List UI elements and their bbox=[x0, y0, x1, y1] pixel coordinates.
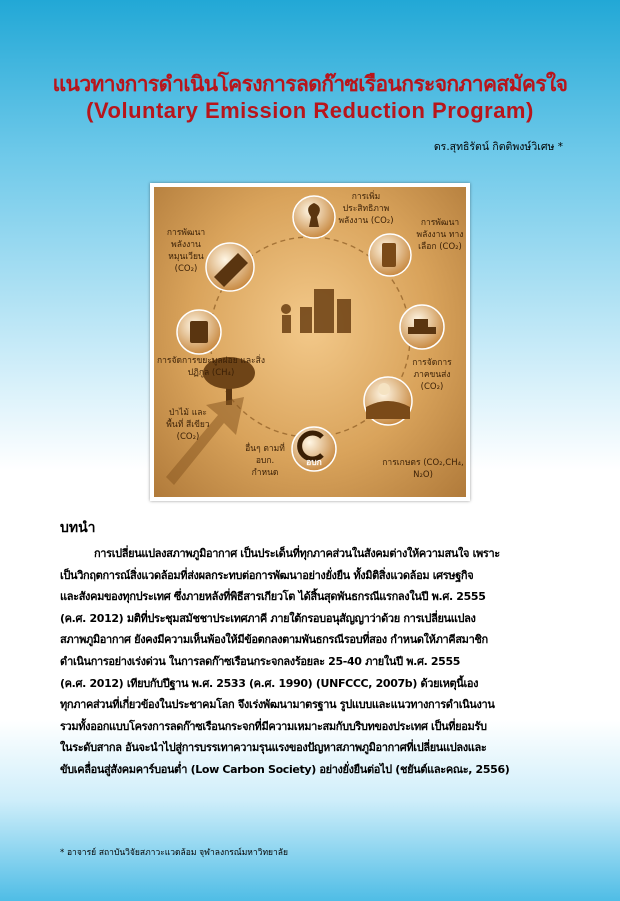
label-transport: การจัดการ ภาคขนส่ง (CO₂) bbox=[412, 358, 452, 392]
paragraph-line: สภาพภูมิอากาศ ยังคงมีความเห็นพ้องให้มีข้อตกลงตามพันธกรณีรอบที่สอง กำหนดให้ภาคีสมาชิก bbox=[60, 633, 488, 647]
paragraph-line: การเปลี่ยนแปลงสภาพภูมิอากาศ เป็นประเด็นที่ทุกภาคส่วนในสังคมต่างให้ความสนใจ เพราะ bbox=[94, 547, 500, 560]
label-other: อื่นๆ ตามที่ อบก. กำหนด bbox=[245, 444, 285, 478]
bubble-transport bbox=[400, 305, 444, 349]
paragraph-line: ทุกภาคส่วนที่เกี่ยวข้องในประชาคมโลก จึงเร่งพัฒนามาตรฐาน รูปแบบและแนวทางการดำเนินงาน bbox=[60, 698, 495, 712]
label-waste: การจัดการขยะมูลฝอย และสิ่งปฏิกูล (CH₄) bbox=[157, 356, 265, 378]
illustration-figure bbox=[150, 183, 470, 501]
label-renewable: การพัฒนา พลังงาน หมุนเวียน (CO₂) bbox=[166, 228, 206, 274]
section-heading: บทนำ bbox=[60, 520, 96, 536]
body-paragraph bbox=[60, 543, 570, 781]
label-ounpo: อบก bbox=[306, 458, 322, 468]
title-english: (Voluntary Emission Reduction Program) bbox=[86, 98, 534, 123]
paragraph-line: (ค.ศ. 2012) มติที่ประชุมสมัชชาประเทศภาคี ภายใต้กรอบอนุสัญญาว่าด้วย การเปลี่ยนแปลง bbox=[60, 611, 476, 625]
title-thai: แนวทางการดำเนินโครงการลดก๊าซเรือนกระจกภาคสมัครใจ bbox=[52, 72, 568, 96]
paragraph-line: รวมทั้งออกแบบโครงการลดก๊าซเรือนกระจกที่มีความเหมาะสมกับบริบทของประเทศ เป็นที่ยอมรับ bbox=[60, 719, 487, 733]
bubble-alt-energy bbox=[369, 234, 411, 276]
paragraph-line: ดำเนินการอย่างเร่งด่วน ในการลดก๊าซเรือนกระจกลงร้อยละ 25-40 ภายในปี พ.ศ. 2555 bbox=[60, 654, 461, 668]
paragraph-line: และสังคมของทุกประเทศ ซึ่งภายหลังที่พิธีสารเกียวโต ได้สิ้นสุดพันธกรณีแรกลงในปี พ.ศ. 2555 bbox=[60, 590, 486, 604]
label-alt-energy: การพัฒนา พลังงาน ทางเลือก (CO₂) bbox=[416, 218, 464, 252]
paragraph-line: ขับเคลื่อนสู่สังคมคาร์บอนต่ำ (Low Carbon Society) อย่างยั่งยืนต่อไป (ชยันต์และคณะ, 2556) bbox=[60, 762, 510, 776]
footnote: * อาจารย์ สถาบันวิจัยสภาวะแวดล้อม จุฬาลงกรณ์มหาวิทยาลัย bbox=[60, 848, 288, 858]
bubble-renewable bbox=[206, 243, 254, 291]
bubble-efficiency bbox=[293, 196, 335, 238]
author: ดร.สุทธิรัตน์ กิตติพงษ์วิเศษ * bbox=[433, 141, 563, 153]
paragraph-line: เป็นวิกฤตการณ์สิ่งแวดล้อมที่ส่งผลกระทบต่อการพัฒนาอย่างยั่งยืน ทั้งมิติสิ่งแวดล้อม เศรษฐกิจ bbox=[60, 568, 474, 582]
label-agriculture: การเกษตร (CO₂,CH₄, N₂O) bbox=[382, 458, 464, 480]
label-efficiency: การเพิ่ม ประสิทธิภาพ พลังงาน (CO₂) bbox=[338, 192, 394, 226]
paragraph-line: (ค.ศ. 2012) เทียบกับปีฐาน พ.ศ. 2533 (ค.ศ. 1990) (UNFCCC, 2007b) ด้วยเหตุนี้เอง bbox=[60, 676, 479, 690]
city-icon bbox=[281, 289, 351, 333]
paragraph-line: ในระดับสากล อันจะนำไปสู่การบรรเทาความรุนแรงของปัญหาสภาพภูมิอากาศที่เปลี่ยนแปลงและ bbox=[60, 741, 487, 755]
bubble-waste bbox=[177, 310, 221, 354]
label-forest: ป่าไม้ และพื้นที่ สีเขียว (CO₂) bbox=[166, 408, 210, 442]
